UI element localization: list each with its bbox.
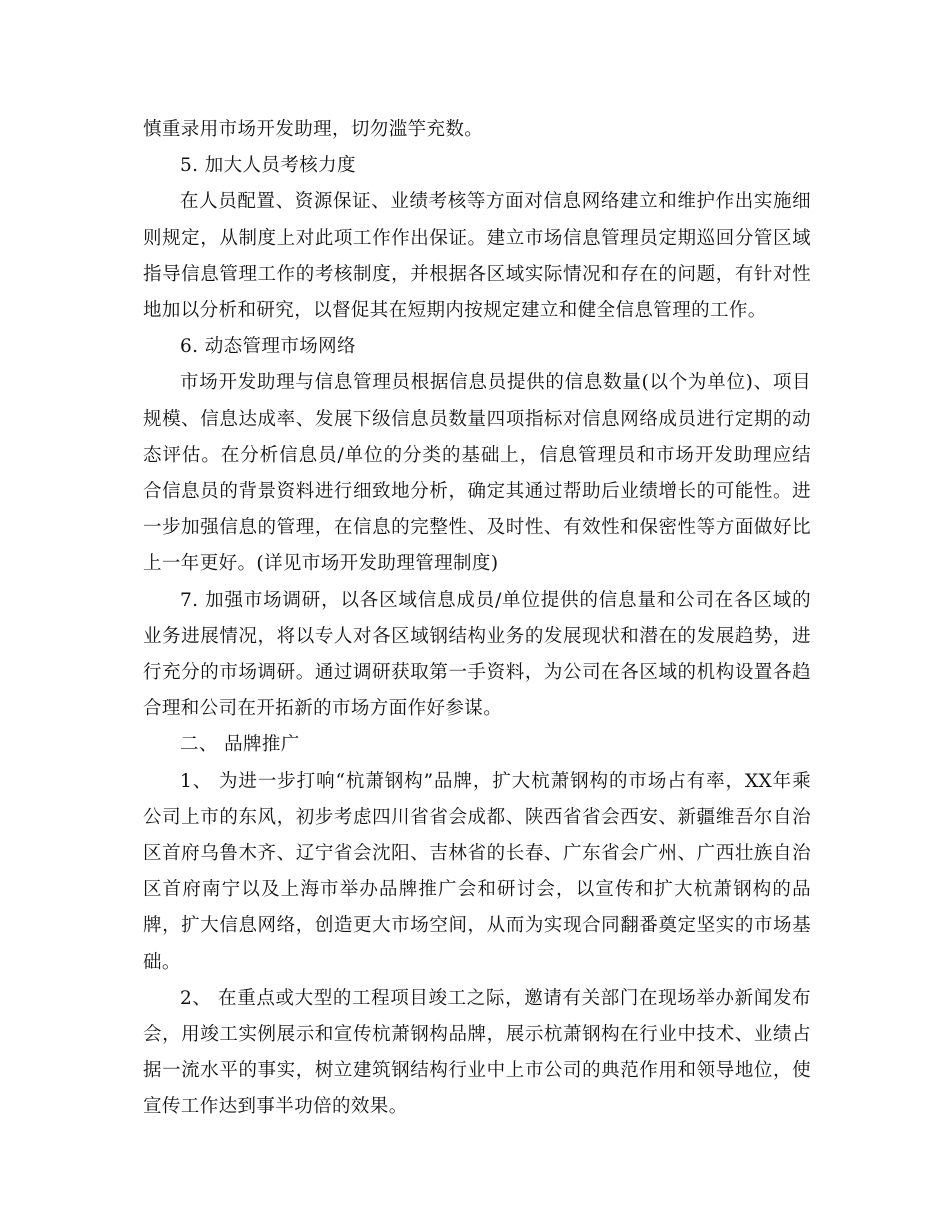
document-body (143, 112, 811, 1126)
paragraph-market-research: 7. 加强市场调研，以各区域信息成员/单位提供的信息量和公司在各区域的业务进展情况，将以专人对各区域钢结构业务的发展现状和潜在的发展趋势，进行充分的市场调研。通过调研获取第一手资料，为公司在各区域的机构设置各趋合理和公司在开拓新的市场方面作好参谋。 (143, 589, 811, 720)
paragraph-dynamic-management: 市场开发助理与信息管理员根据信息员提供的信息数量(以个为单位)、项目规模、信息达成率、发展下级信息员数量四项指标对信息网络成员进行定期的动态评估。在分析信息员/单位的分类的基础上，信息管理员和市场开发助理应结合信息员的背景资料进行细致地分析，确定其通过帮助后业绩增长的可能性。进一步加强信息的管理，在信息的完整性、及时性、有效性和保密性等方面做好比上一年更好。(详见市场开发助理管理制度) (143, 372, 811, 575)
paragraph-continuation: 慎重录用市场开发助理，切勿滥竽充数。 (143, 119, 484, 140)
section-heading-6: 6. 动态管理市场网络 (180, 336, 356, 358)
section-heading-brand: 二、 品牌推广 (180, 734, 300, 756)
paragraph-brand-promotion-1: 1、 为进一步打响“杭萧钢构”品牌，扩大杭萧钢构的市场占有率，XX年乘公司上市的东风，初步考虑四川省省会成都、陕西省省会西安、新疆维吾尔自治区首府乌鲁木齐、辽宁省会沈阳、吉林省的长春、广东省会广州、广西壮族自治区首府南宁以及上海市举办品牌推广会和研讨会，以宣传和扩大杭萧钢构的品牌，扩大信息网络，创造更大市场空间，从而为实现合同翻番奠定坚实的市场基础。 (143, 770, 811, 973)
paragraph-assessment: 在人员配置、资源保证、业绩考核等方面对信息网络建立和维护作出实施细则规定，从制度上对此项工作作出保证。建立市场信息管理员定期巡回分管区域指导信息管理工作的考核制度，并根据各区域实际情况和存在的问题，有针对性地加以分析和研究，以督促其在短期内按规定建立和健全信息管理的工作。 (143, 191, 811, 322)
paragraph-brand-promotion-2: 2、 在重点或大型的工程项目竣工之际，邀请有关部门在现场举办新闻发布会，用竣工实例展示和宣传杭萧钢构品牌，展示杭萧钢构在行业中技术、业绩占据一流水平的事实，树立建筑钢结构行业中上市公司的典范作用和领导地位，使宣传工作达到事半功倍的效果。 (143, 987, 811, 1118)
section-heading-5: 5. 加大人员考核力度 (180, 155, 356, 177)
